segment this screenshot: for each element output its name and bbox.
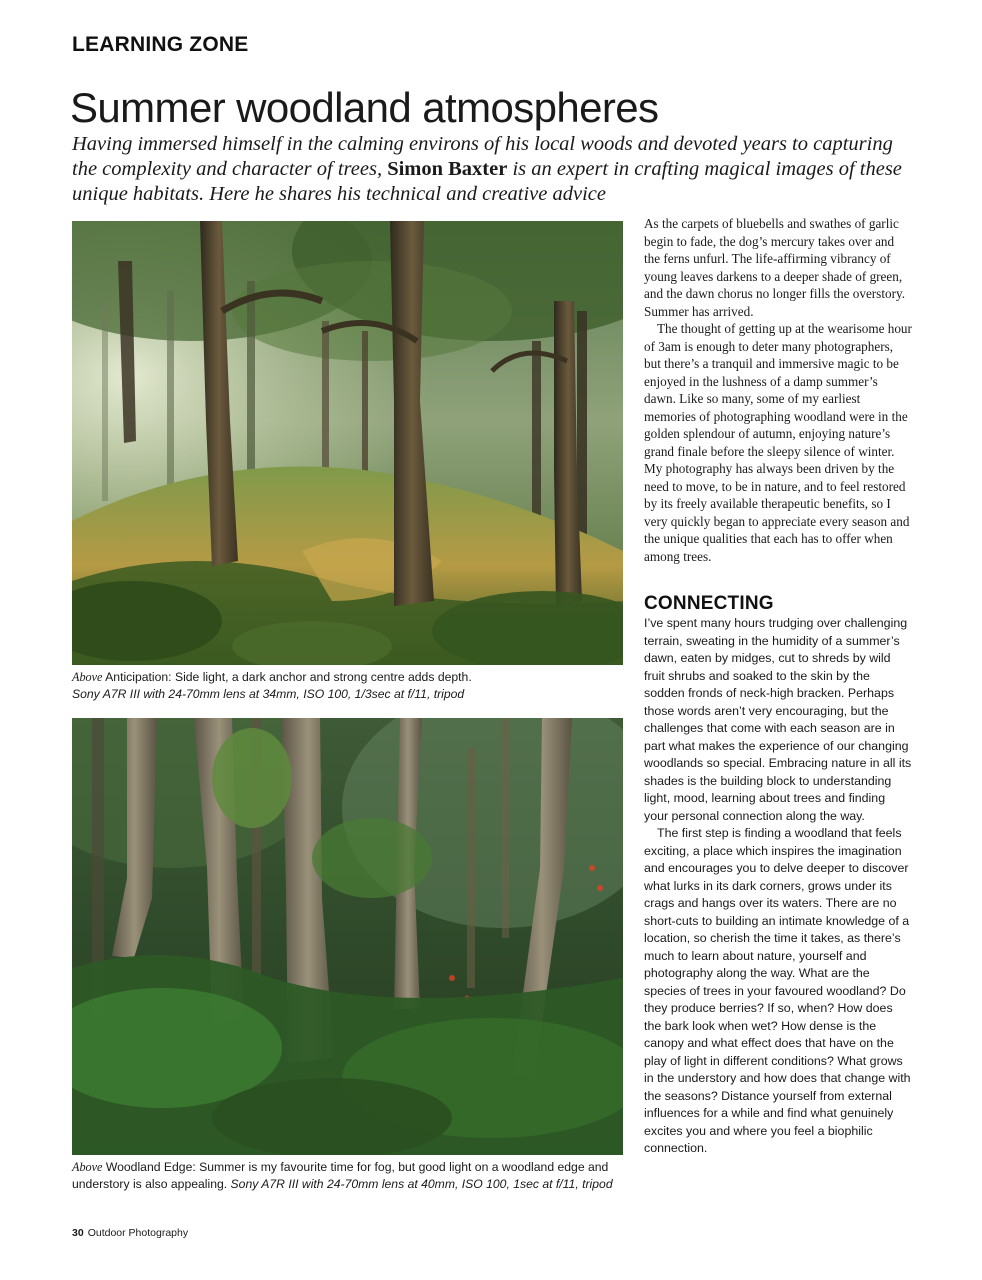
photo-woodland-edge-image (72, 718, 623, 1155)
caption-text: Woodland Edge: Summer is my favourite time for fog, but good light on a woodland edge and understory is also appealing. (72, 1160, 609, 1191)
body-paragraph: I’ve spent many hours trudging over challenging terrain, sweating in the humidity of a summer’s dawn, eaten by midges, cut to shreds by wild fruit shrubs and soaked to the skin by the sodden fronds of neck-high bracken. Perhaps those words aren’t very encouraging, but the challenges that come with each season are in part what makes the experience of our changing woodlands so special. Embracing nature in all its shades is the building block to understanding light, mood, learning about trees and finding your personal connection along the way. (644, 616, 912, 823)
standfirst-text-end: is an expert in crafting magical images of these unique habitats. Here he shares his technical and creative advice (72, 158, 902, 205)
body-paragraph: The first step is finding a woodland that feels exciting, a place which inspires the imagination and encourages you to delve deeper to discover what lurks in its dark corners, grows under its crags and hangs over its waters. There are no short-cuts to building an intimate knowledge of a location, so cherish the time it takes, as there’s much to learn about nature, yourself and photography along the way. What are the species of trees in your favoured woodland? Do they produce berries? If so, when? How does the bark look when wet? How dense is the canopy and what effect does that have on the play of light in different conditions? What grows in the understory and how does that change with the seasons? Distance yourself from external influences for a while and find what genuinely excites you and where you feel a biophilic connection. (644, 826, 911, 1155)
caption-above-label: Above (72, 670, 103, 684)
photo-anticipation (72, 221, 623, 665)
caption-above-label: Above (72, 1160, 103, 1174)
publication-name: Outdoor Photography (87, 1227, 189, 1239)
caption-anticipation (72, 669, 623, 703)
article-headline: Summer woodland atmospheres (70, 84, 659, 131)
body-paragraph: As the carpets of bluebells and swathes of garlic begin to fade, the dog’s mercury takes over and the ferns unfurl. The life-affirming vibrancy of young leaves darkens to a deeper shade of green, and the dawn chorus no longer fills the overstory. Summer has arrived. (644, 216, 905, 319)
body-paragraph: The thought of getting up at the wearisome hour of 3am is enough to deter many photographers, but there’s a tranquil and immersive magic to be enjoyed in the lushness of a damp summer’s dawn. Like so many, some of my earliest memories of photographing woodland were in the golden splendour of autumn, enjoying nature’s grand finale before the sleepy silence of winter. (644, 321, 912, 459)
photo-woodland-edge (72, 718, 623, 1155)
page-number: 30 (72, 1227, 84, 1239)
author-name: Simon Baxter (387, 158, 508, 180)
subheading-connecting: CONNECTING (644, 593, 774, 614)
page-folio (72, 1227, 188, 1239)
photo-anticipation-image (72, 221, 623, 665)
caption-text: Anticipation: Side light, a dark anchor and strong centre adds depth. (102, 670, 472, 684)
caption-woodland-edge (72, 1159, 623, 1193)
article-standfirst (72, 132, 922, 207)
body-paragraph: My photography has always been driven by the need to move, to be in nature, and to feel restored by its freely available therapeutic benefits, so I very quickly began to appreciate every season and the unique qualities that each has to offer when among trees. (644, 461, 910, 564)
caption-tech-details: Sony A7R III with 24-70mm lens at 40mm, ISO 100, 1sec at f/11, tripod (230, 1177, 613, 1191)
standfirst-text-start: Having immersed himself in the calming environs of his local woods and devoted years to capturing the complexity and character of trees, (72, 133, 893, 180)
article-body-column (644, 215, 912, 1158)
section-label: LEARNING ZONE (72, 33, 249, 56)
caption-tech-details: Sony A7R III with 24-70mm lens at 34mm, ISO 100, 1/3sec at f/11, tripod (72, 687, 465, 701)
